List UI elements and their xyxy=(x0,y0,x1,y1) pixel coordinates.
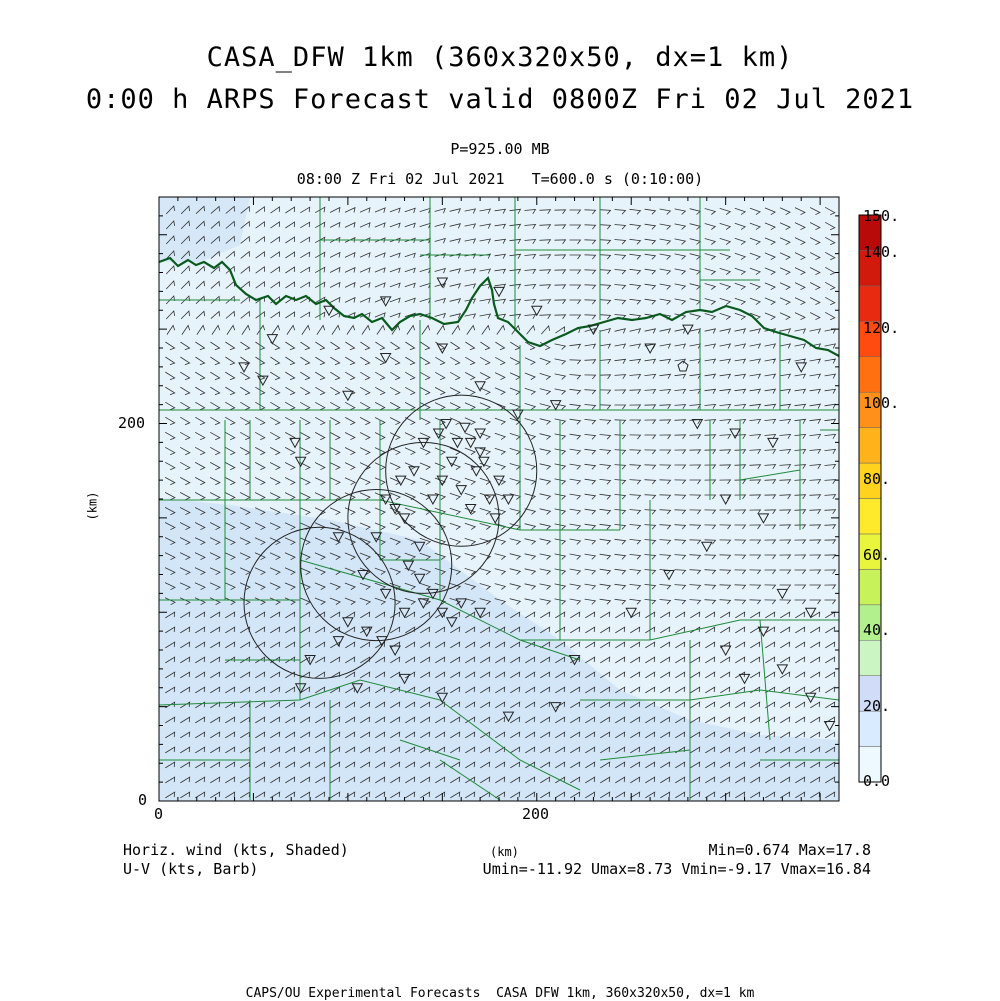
colorbar-swatch xyxy=(859,357,881,392)
credit-footer: CAPS/OU Experimental Forecasts CASA DFW 1km, 360x320x50, dx=1 km xyxy=(245,986,755,1001)
y-tick-200: 200 xyxy=(118,414,146,432)
colorbar-label-40: 40. xyxy=(863,621,891,639)
chart-title-line2: 0:00 h ARPS Forecast valid 0800Z Fri 02 Jul 2021 xyxy=(85,84,915,115)
y-axis-unit: (km) xyxy=(85,491,100,521)
valid-time-label: 08:00 Z Fri 02 Jul 2021 T=600.0 s (0:10:00) xyxy=(296,170,704,188)
y-tick-0: 0 xyxy=(138,791,148,809)
colorbar-swatch xyxy=(859,286,881,321)
colorbar-label-100: 100. xyxy=(863,394,900,412)
colorbar-swatch xyxy=(859,569,881,604)
colorbar-label-140: 140. xyxy=(863,243,900,261)
map-plot-area xyxy=(159,197,839,801)
chart-title-line1: CASA_DFW 1km (360x320x50, dx=1 km) xyxy=(206,42,794,73)
colorbar-swatch xyxy=(859,499,881,534)
colorbar-label-150: 150. xyxy=(863,207,900,225)
x-tick-200: 200 xyxy=(522,805,550,823)
colorbar-swatch xyxy=(859,428,881,463)
colorbar-label-0: 0.0 xyxy=(863,772,891,790)
colorbar-swatch xyxy=(859,640,881,675)
pressure-level-label: P=925.00 MB xyxy=(450,140,550,158)
colorbar-label-80: 80. xyxy=(863,470,891,488)
x-axis-unit: (km) xyxy=(490,845,519,859)
uv-range-label: Umin=-11.92 Umax=8.73 Vmin=-9.17 Vmax=16.84 xyxy=(482,860,871,878)
min-max-label: Min=0.674 Max=17.8 xyxy=(708,841,871,859)
x-tick-0: 0 xyxy=(154,805,164,823)
colorbar-label-120: 120. xyxy=(863,319,900,337)
colorbar-label-20: 20. xyxy=(863,697,891,715)
colorbar-label-60: 60. xyxy=(863,546,891,564)
colorbar-swatch xyxy=(859,711,881,746)
field-label-shaded: Horiz. wind (kts, Shaded) xyxy=(123,841,349,859)
field-label-barb: U-V (kts, Barb) xyxy=(123,860,259,878)
